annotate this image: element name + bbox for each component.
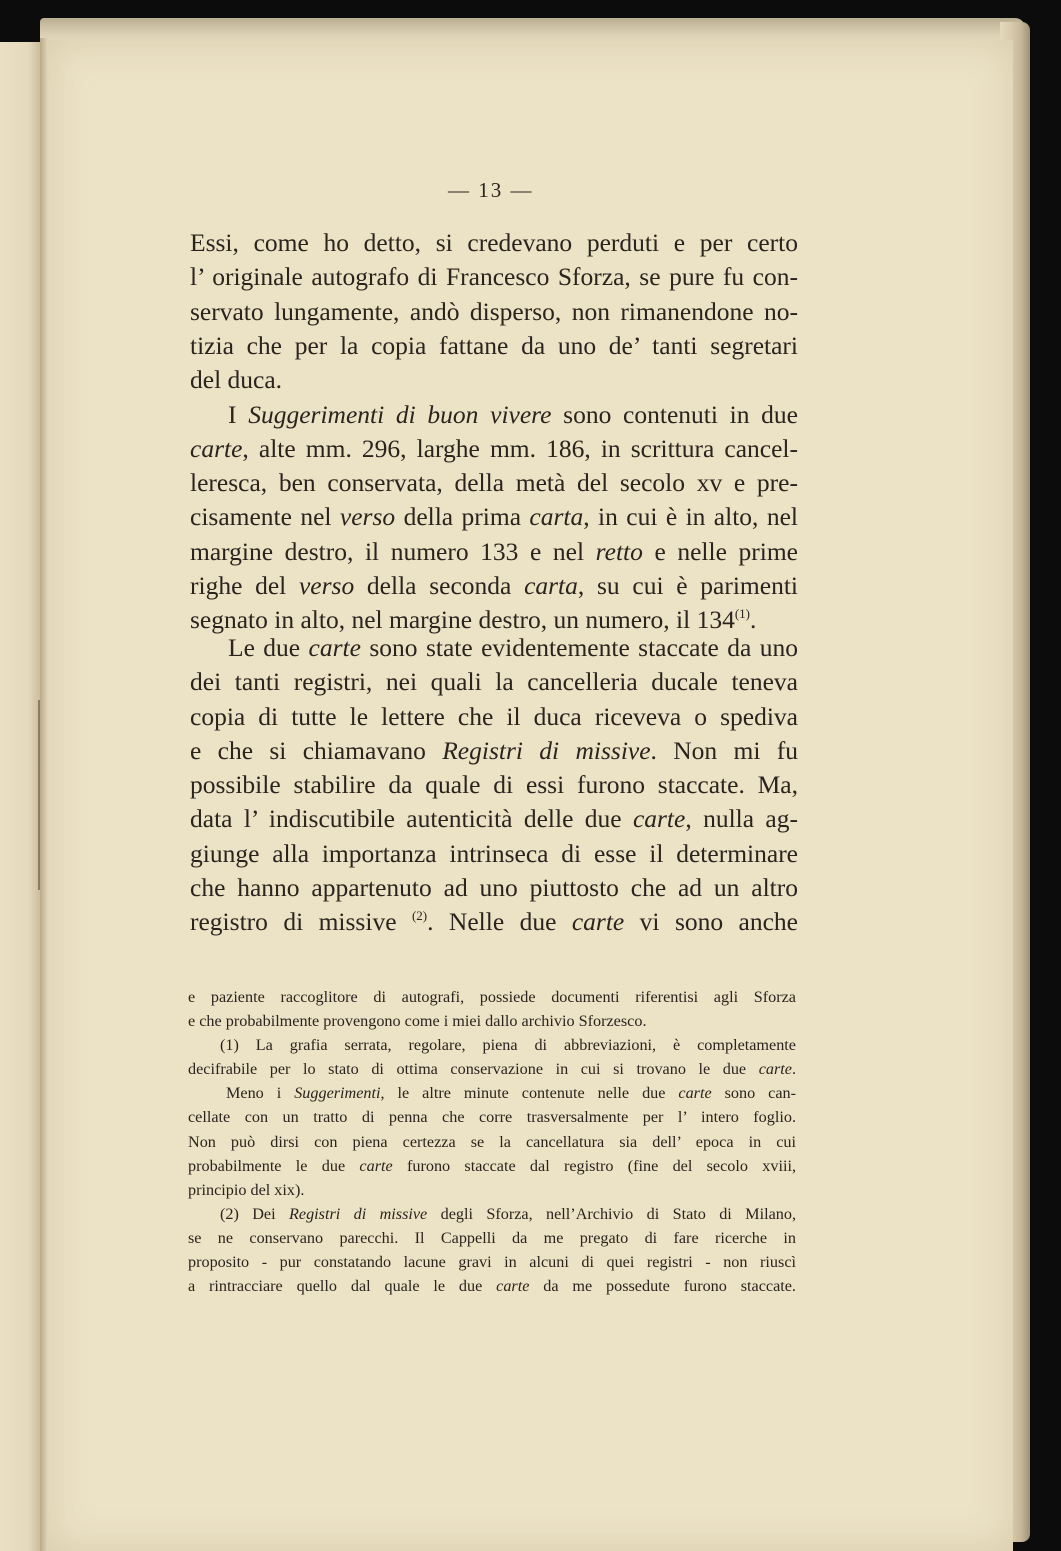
footnote-line: Non può dirsi con piena certezza se la cancellatura sia dell’ epoca in cui [188,1132,796,1151]
footnote-line: principio del xix). [188,1180,305,1199]
page-number: — 13 — [448,178,534,202]
text-line: tizia che per la copia fattane da uno de’ tanti segretari [190,330,798,360]
footnote-line: e paziente raccoglitore di autografi, possiede documenti riferentisi agli Sforza [188,988,796,1006]
text-line: del duca. [190,365,283,395]
page-gutter [40,38,48,1551]
text-line: servato lungamente, andò disperso, non rimanendone no- [190,296,798,326]
footnote-line: a rintracciare quello dal quale le due carte da me possedute furono staccate. [188,1277,796,1296]
footnote-line: e che probabilmente provengono come i miei dallo archivio Sforzesco. [188,1012,647,1031]
text-line: cisamente nel verso della prima carta, in cui è in alto, nel [190,502,798,532]
paragraph-1 [190,226,798,397]
text-line: giunge alla importanza intrinseca di esse il determinare [190,838,798,868]
text-line: carte, alte mm. 296, larghe mm. 186, in scrittura cancel- [190,433,798,463]
footnote-line: probabilmente le due carte furono staccate dal registro (fine del secolo xviii, [188,1156,796,1175]
text-line: possibile stabilire da quale di essi furono staccate. Ma, [190,770,798,800]
text-line: I Suggerimenti di buon vivere sono contenuti in due [228,399,798,429]
text-line: dei tanti registri, nei quali la cancelleria ducale teneva [190,667,798,697]
text-line: leresca, ben conservata, della metà del secolo xv e pre- [190,468,798,498]
text-line: registro di missive $^{(2)}$. Nelle due carte vi sono anche [190,907,799,937]
footnote-ref-2: (2) [411,908,428,924]
footnote-line: (1) La grafia serrata, regolare, piena di abbreviazioni, è completamente [220,1036,796,1055]
text-line: e che si chiamavano Registri di missive. Non mi fu [190,735,798,765]
left-facing-page [0,42,40,1551]
paragraph-3 [190,631,798,940]
text-line: righe del verso della seconda carta, su cui è parimenti [190,570,798,600]
footnote-line: proposito - pur constatando lacune gravi in alcuni di quei registri - non riuscì [188,1253,796,1272]
text-line: copia di tutte le lettere che il duca riceveva o spediva [190,701,798,731]
footnote-ref-1: (1) [734,606,751,622]
footnote-line: cellate con un tratto di penna che corre trasversalmente per l’ intero foglio. [188,1108,796,1127]
text-line: Essi, come ho detto, si credevano perduti e per certo [190,228,798,257]
text-line: Le due carte sono state evidentemente staccate da uno [228,633,798,662]
text-line: data l’ indiscutibile autenticità delle due carte, nulla ag- [190,804,798,834]
text-line: segnato in alto, nel margine destro, un numero, il 134$^{(1)}$. [190,605,757,635]
footnote-line: decifrabile per lo stato di ottima conservazione in cui si trovano le due carte. [188,1060,796,1079]
footnotes [188,985,796,1298]
paragraph-2 [190,398,798,638]
footnote-line: se ne conservano parecchi. Il Cappelli da me pregato di fare ricerche in [188,1228,796,1247]
text-line: l’ originale autografo di Francesco Sforza, se pure fu con- [190,262,798,292]
footnote-line: (2) Dei Registri di missive degli Sforza, nell’Archivio di Stato di Milano, [220,1204,796,1223]
text-line: margine destro, il numero 133 e nel retto e nelle prime [190,536,798,566]
footnote-line: Meno i Suggerimenti, le altre minute contenute nelle due carte sono can- [226,1084,797,1103]
text-line: che hanno appartenuto ad uno piuttosto che ad un altro [190,873,798,903]
